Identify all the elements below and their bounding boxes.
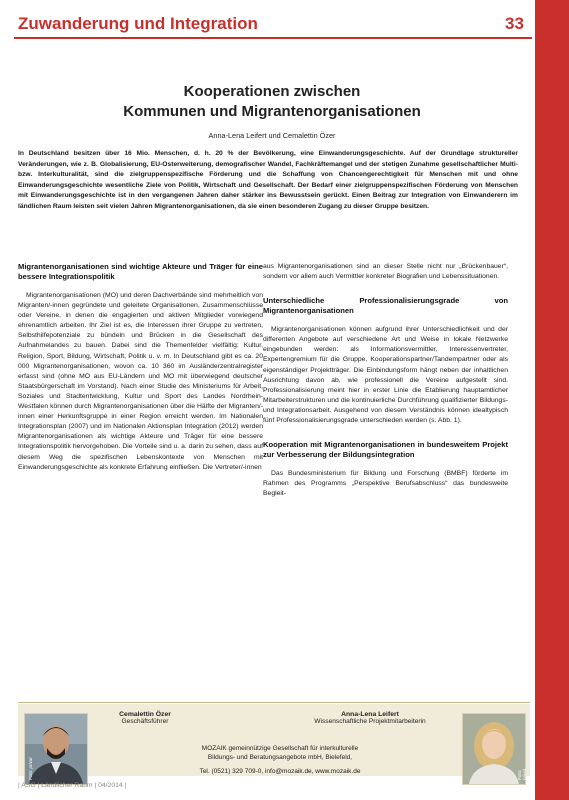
right-column: [263, 262, 508, 499]
header-rule: [14, 37, 532, 39]
org-line-2: Bildungs- und Beratungsangebote mbH, Bielefeld,: [207, 754, 353, 761]
article-title: [30, 82, 514, 122]
person-ozer: [100, 711, 190, 725]
portrait-man-image: [25, 714, 87, 784]
organisation-info: [140, 744, 420, 776]
left-heading: Migrantenorganisationen sind wichtige Akteure und Träger für eine bessere Integrationspolitik: [18, 262, 263, 281]
person-ozer-name: Cemalettin Özer: [119, 711, 171, 718]
org-line-1: MOZAIK gemeinnützige Gesellschaft für interkulturelle: [201, 745, 359, 752]
article-authors: Anna-Lena Leifert und Cemalettin Özer: [208, 131, 336, 140]
article-title-line-2: Kommunen und Migrantenorganisationen: [123, 103, 421, 120]
article-intro: In Deutschland besitzen über 16 Mio. Menschen, d. h. 20 % der Bevölkerung, eine Einwanderungsgeschichte. Auf der Grundlage struktureller Veränderungen, wie z. B. Globalisierung, EU-Osterweiterung, demografischer Wandel, Fachkräftemangel und der stetigen Zunahme gesellschaftlicher Multi- bzw. Interkulturalität, sind die zielgruppenspezifische Förderung und die Schaffung von Chancengerechtigkeit für Menschen mit und ohne Einwanderungsgeschichte wesentliche Ziele von Politik, Wirtschaft und Gesellschaft. Der Bedarf einer zielgruppenspezifischen Förderung von Menschen mit Einwanderungsgeschichte ist in den vergangenen Jahren daher stärker ins Bewusstsein gerückt. Einen Beitrag zur Integration von Einwanderern im ländlichen Raum leisten seit vielen Jahren Migrantenorganisationen, da sie einen besonderen Zugang zu dieser Gruppe besitzen.: [18, 150, 518, 210]
person-ozer-role: Geschäftsführer: [121, 718, 169, 725]
left-column: [18, 262, 263, 473]
left-paragraph: Migrantenorganisationen (MO) und deren Dachverbände sind mehrheitlich von Migranten/-innen gegründete und geleitete Organisationen, Zusammenschlüsse oder Vereine, in denen die engagierten und aktiven Mitglieder vorwiegend ehrenamtlich arbeiten. Ihr Ziel ist es, die Interessen ihrer Gruppe zu vertreten, Selbsthilfepotenziale zu bündeln und Brücken in die Gesellschaft des Aufnahmelandes zu bauen. Dabei sind die Themenfelder vielfältig: Kultur, Religion, Sport, Bildung, Wirtschaft, Politik u. v. m. In Deutschland gibt es ca. 20 000 Migrantenorganisationen, wovon ca. 10 360 im Ausländerzentralregister erfasst sind (ohne MO aus EU-Ländern und MO mit überwiegend deutscher Staatsbürgerschaft im Vorstand). Nach einer Studie des Ministeriums für Arbeit, Soziales und Stadtentwicklung, Kultur und Sport des Landes Nordrhein-Westfalen können durch Migrantenorganisationen über die Hälfte der Migranten/-innen einer Herkunftsgruppe in einer Region erreicht werden. Im Nationalen Integrationsplan (2007) und im Nationalen Aktionsplan Integration (2012) werden Migrantenorganisationen als wichtige Akteure und Träger für eine bessere Integrationspolitik hervorgehoben. Die Vorteile sind u. a. darin zu sehen, dass auf diesem Weg die spezifischen Lebenskontexte von Menschen mit Einwanderungsgeschichte als konkrete Erfahrung einfließen. Die Vertreter/-innen: [18, 292, 263, 471]
author-photo-ozer: [24, 713, 88, 785]
person-leifert-name: Anna-Lena Leifert: [341, 711, 399, 718]
right-continuation: aus Migrantenorganisationen sind an dieser Stelle nicht nur „Brückenbauer“, sondern vor allem auch Vermittler konkreter Biografien und Lebenssituationen.: [263, 263, 508, 281]
person-leifert: [285, 711, 455, 725]
author-photo-leifert: [462, 713, 526, 785]
org-contact: Tel. (0521) 329 709-0, info@mozaik.de, www.mozaik.de: [199, 768, 361, 775]
photo-credit-right: Foto: privat: [517, 768, 527, 780]
right-paragraph-1: Migrantenorganisationen können aufgrund ihrer Unterschiedlichkeit und der differenten Angebote auf verschiedene Art und Weise in lokale Netzwerke eingebunden werden: als Informationsvermittler, Interessenvertreter, Expertengremium für die Gruppe, Kooperationspartner/Tandempartner oder als eigenständiger Projektträger. Die Einbindungsform hängt neben der inhaltlichen Ausrichtung davon ab, wie professionell die Vereine aufgestellt sind. Professionalisierung meint hier in erster Linie die Etablierung hauptamtlicher Mitarbeiterstrukturen und die kontinuierliche Durchführung qualifizierter Bildungs- und Integrationsarbeit. Ausgehend von diesem Verständnis können idealtypisch fünf Professionalisierungsgrade unterschieden werden (s. Abb. 1).: [263, 326, 508, 425]
photo-credit-left: Foto: privat: [28, 757, 33, 780]
page-footer: | ASG | Ländlicher Raum | 04/2014 |: [18, 782, 127, 789]
article-title-line-1: Kooperationen zwischen: [183, 83, 361, 100]
right-heading-2: Kooperation mit Migrantenorganisationen in bundesweitem Projekt zur Verbesserung der Bildungsintegration: [263, 440, 508, 460]
person-leifert-role: Wissenschaftliche Projektmitarbeiterin: [314, 718, 426, 725]
red-sidebar-bar: [535, 0, 569, 800]
portrait-woman-image: [463, 714, 525, 784]
right-heading-1: Unterschiedliche Professionalisierungsgrade von Migrantenorganisationen: [263, 296, 508, 316]
section-title: Zuwanderung und Integration: [18, 14, 258, 33]
right-paragraph-2: Das Bundesministerium für Bildung und Forschung (BMBF) förderte im Rahmen des Programms „Perspektive Berufsabschluss“ das bundesweite Begleit-: [263, 470, 508, 498]
page-number: 33: [505, 14, 524, 33]
author-box-rule: [18, 702, 530, 703]
